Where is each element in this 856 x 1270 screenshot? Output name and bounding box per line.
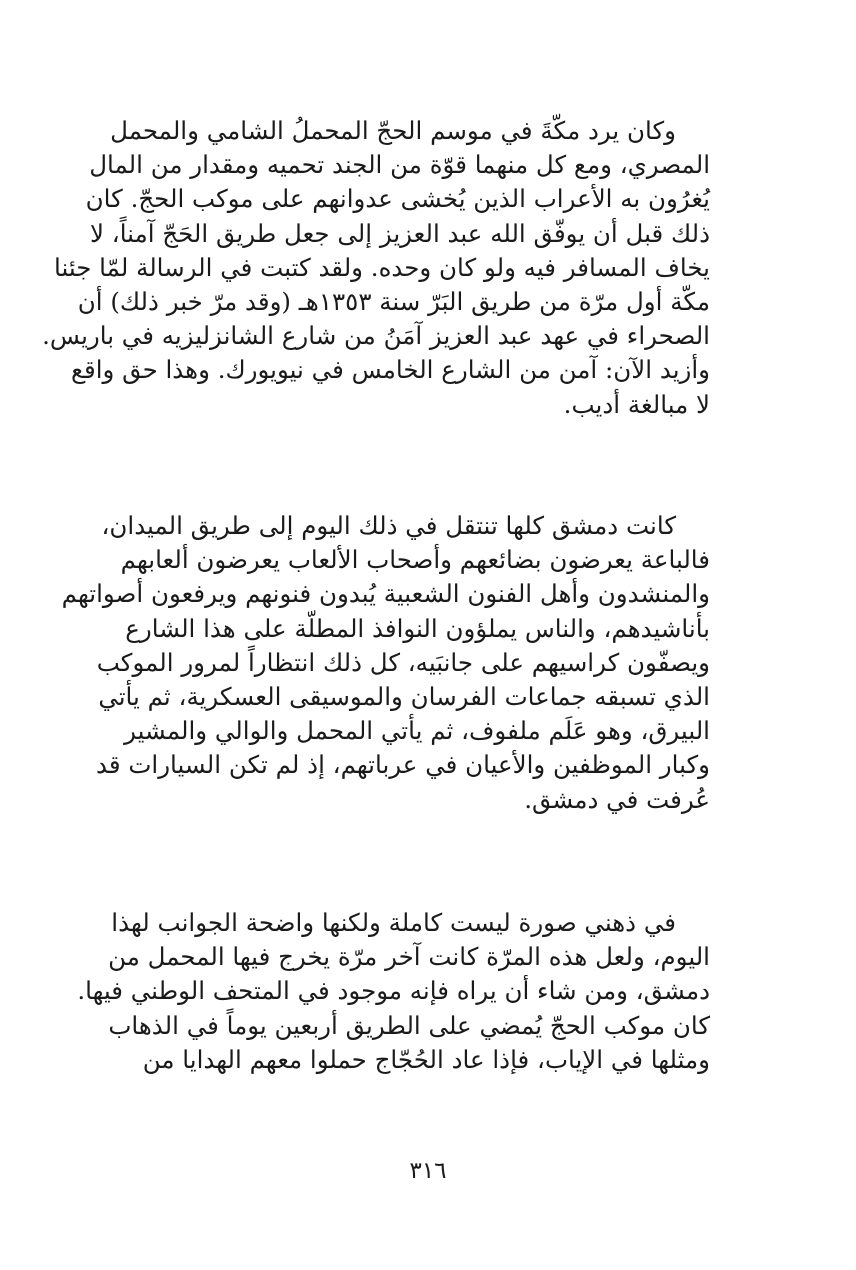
text-line: ذلك قبل أن يوفّق الله عبد العزيز إلى جعل طريق الحَجّ آمناً، لا: [90, 218, 710, 248]
paragraph-1: [42, 114, 710, 422]
text-line: وأزيد الآن: آمن من الشارع الخامس في نيويورك. وهذا حق واقع: [70, 355, 710, 385]
text-line: مكّة أول مرّة من طريق البَرّ سنة ١٣٥٣هـ (وقد مرّ خبر ذلك) أن: [77, 286, 710, 316]
text-line: الذي تسبقه جماعات الفرسان والموسيقى العسكرية، ثم يأتي: [98, 681, 710, 711]
paragraph-3: [77, 906, 710, 1077]
text-line: كان موكب الحجّ يُمضي على الطريق أربعين يوماً في الذهاب: [108, 1010, 710, 1040]
text-line: يُغرُون به الأعراب الذين يُخشى عدوانهم على موكب الحجّ. كان: [85, 184, 710, 214]
text-line: ومثلها في الإياب، فإذا عاد الحُجّاج حملوا معهم الهدايا من: [142, 1044, 710, 1074]
text-line: فالباعة يعرضون بضائعهم وأصحاب الألعاب يعرضون ألعابهم: [120, 545, 710, 575]
text-line: ويصفّون كراسيهم على جانبَيه، كل ذلك انتظاراً لمرور الموكب: [96, 647, 710, 677]
text-line: يخاف المسافر فيه ولو كان وحده. ولقد كتبت في الرسالة لمّا جئنا: [54, 252, 710, 282]
text-line: لا مبالغة أديب.: [563, 389, 710, 419]
text-line: المصري، ومع كل منهما قوّة من الجند تحميه ومقدار من المال: [89, 150, 710, 180]
page-number: ٣١٦: [409, 1158, 447, 1184]
text-line: بأناشيدهم، والناس يملؤون النوافذ المطلّة على هذا الشارع: [125, 613, 710, 643]
text-line: والمنشدون وأهل الفنون الشعبية يُبدون فنونهم ويرفعون أصواتهم: [61, 579, 710, 609]
text-line: الصحراء في عهد عبد العزيز آمَنُ من شارع الشانزليزيه في باريس.: [42, 321, 710, 351]
text-line: وكان يرد مكّةَ في موسم الحجّ المحملُ الشامي والمحمل: [110, 116, 676, 145]
text-line: البيرق، وهو عَلَم ملفوف، ثم يأتي المحمل والوالي والمشير: [124, 716, 710, 746]
text-line: كانت دمشق كلها تنتقل في ذلك اليوم إلى طريق الميدان،: [101, 511, 676, 540]
paragraph-2: [61, 509, 710, 817]
text-line: دمشق، ومن شاء أن يراه فإنه موجود في المتحف الوطني فيها.: [77, 976, 710, 1006]
text-line: في ذهني صورة ليست كاملة ولكنها واضحة الجوانب لهذا: [111, 908, 676, 937]
text-line: عُرفت في دمشق.: [524, 784, 710, 814]
text-line: اليوم، ولعل هذه المرّة كانت آخر مرّة يخرج فيها المحمل من: [108, 942, 710, 972]
text-line: وكبار الموظفين والأعيان في عرباتهم، إذ لم تكن السيارات قد: [95, 750, 710, 780]
